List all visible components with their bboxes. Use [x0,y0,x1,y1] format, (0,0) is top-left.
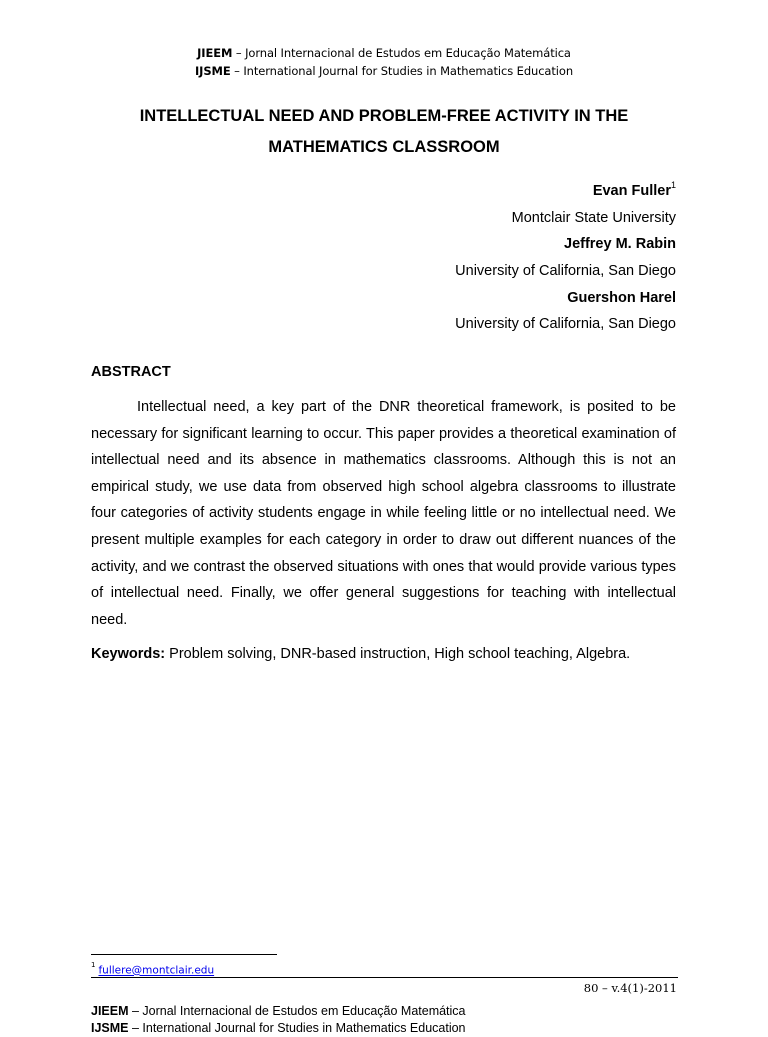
footnote-email-link[interactable]: fullere@montclair.edu [98,964,215,977]
author-affiliation: University of California, San Diego [455,316,676,333]
footer-journal-line-1 [91,1003,466,1020]
journal-name-portuguese: – Jornal Internacional de Estudos em Educação Matemática [232,46,571,60]
journal-header-line-1 [0,44,768,62]
abstract-body: Intellectual need, a key part of the DNR theoretical framework, is posited to be necessary for significant learning to occur. This paper provides a theoretical examination of intellectual need and its absence in mathematics classrooms. Although this is not an empirical study, we use data from observed high school algebra classrooms to illustrate four categories of activity students engage in while feeling little or no intellectual need. We present multiple examples for each category in order to draw out different nuances of the activity, and we contrast the observed situations with ones that would provide various types of intellectual need. Finally, we offer general suggestions for teaching with intellectual need. [91,399,676,628]
journal-abbr-jieem: JIEEM [197,46,233,60]
page-number: 80 – v.4(1)-2011 [583,981,677,995]
footer-journal-name-english: – International Journal for Studies in Mathematics Education [128,1021,466,1035]
paper-title-line-1: INTELLECTUAL NEED AND PROBLEM-FREE ACTIVITY IN THE [139,107,629,125]
keywords [91,643,691,665]
keywords-label: Keywords: [91,646,166,662]
journal-name-english: – International Journal for Studies in Mathematics Education [230,64,574,78]
abstract-heading: ABSTRACT [91,364,171,380]
author-name: Guershon Harel [567,289,676,306]
footer-abbr-ijsme: IJSME [91,1021,129,1035]
footer-divider [91,977,678,978]
footnote-mark: 1 [91,961,96,969]
author-block [176,173,676,338]
author-name-text: Evan Fuller [592,182,671,199]
author-affiliation: University of California, San Diego [455,262,676,279]
footnote-divider [91,954,277,955]
footnote-marker: 1 [670,180,676,190]
paper-title-line-2: MATHEMATICS CLASSROOM [268,138,500,156]
footer-abbr-jieem: JIEEM [91,1004,129,1018]
journal-header [0,44,768,80]
footer-journal-name-portuguese: – Jornal Internacional de Estudos em Educação Matemática [128,1004,466,1018]
author-affiliation: Montclair State University [511,209,676,226]
paper-title [90,101,678,163]
footer-journal [91,1003,466,1037]
author-name: Jeffrey M. Rabin [564,236,676,253]
journal-abbr-ijsme: IJSME [194,64,231,78]
author-name [176,173,676,205]
keywords-text: Problem solving, DNR-based instruction, High school teaching, Algebra. [165,646,631,662]
journal-header-line-2 [0,62,768,80]
footer-journal-line-2 [91,1020,466,1037]
